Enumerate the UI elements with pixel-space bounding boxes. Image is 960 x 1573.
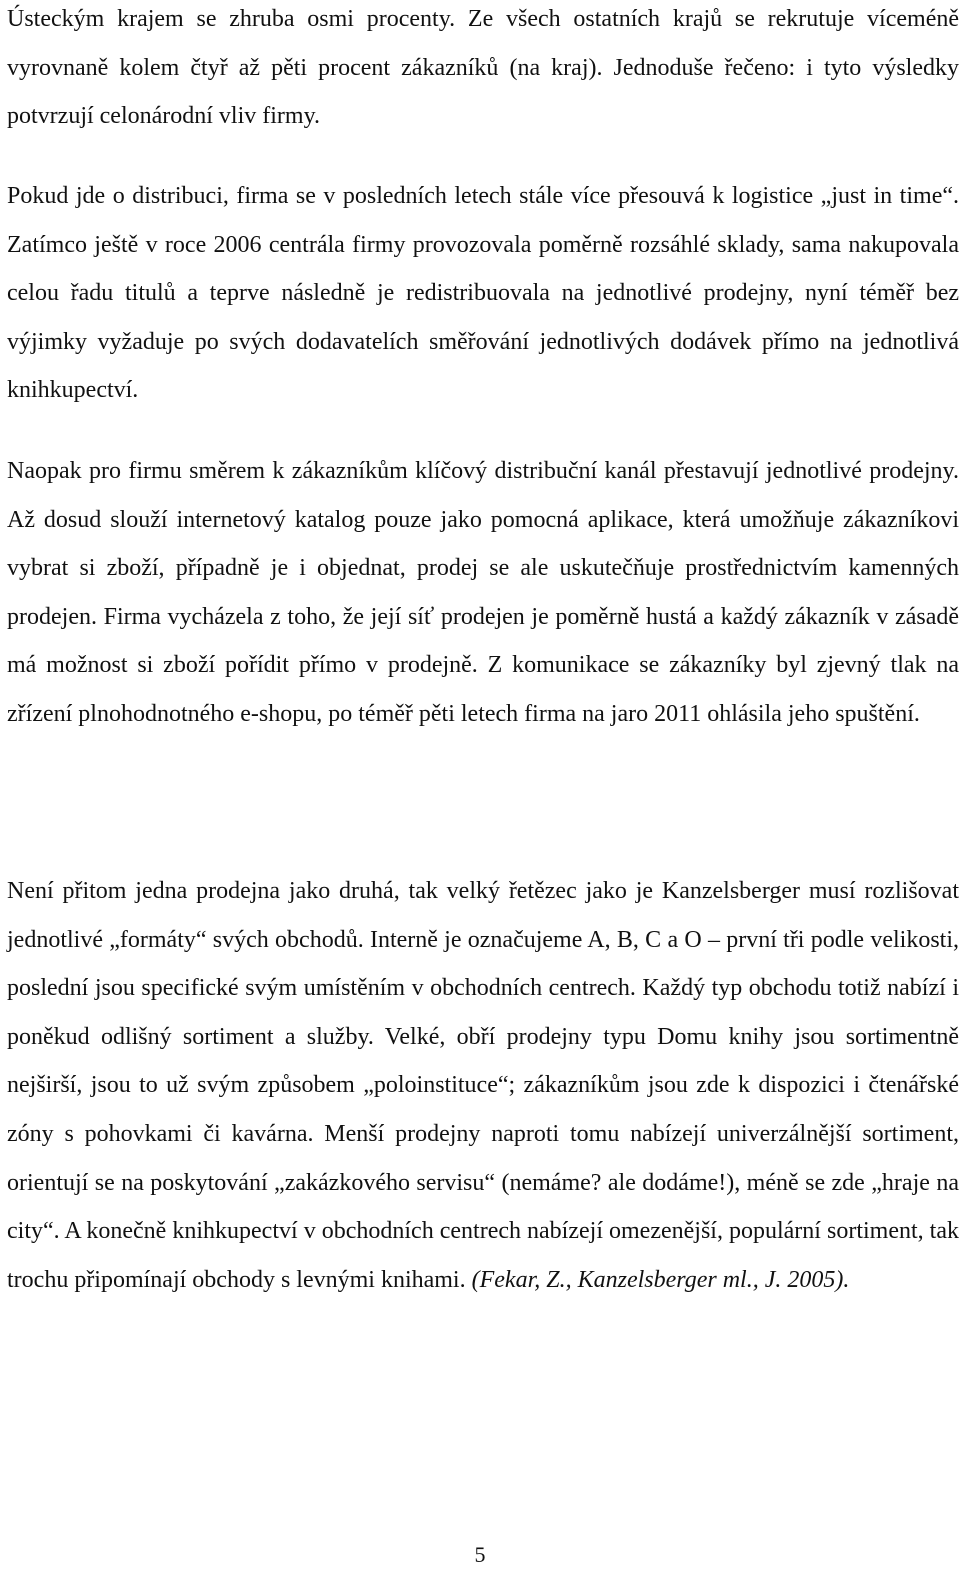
paragraph-store-formats-text: Není přitom jedna prodejna jako druhá, tak velký řetězec jako je Kanzelsberger musí rozlišovat jednotlivé „formáty“ svých obchodů. Interně je označujeme A, B, C a O – první tři podle velikosti, poslední jsou specifické svým umístěním v obchodních centrech. Každý typ obchodu totiž nabízí i poněkud odlišný sortiment a služby. Velké, obří prodejny typu Domu knihy jsou sortimentně nejširší, jsou to už svým způsobem „poloinstituce“; zákazníkům jsou zde k dispozici i čtenářské zóny s pohovkami či kavárna. Menší prodejny naproti tomu nabízejí univerzálnější sortiment, orientují se na poskytování „zakázkového servisu“ (nemáme? ale dodáme!), méně se zde „hraje na city“. A konečně knihkupectví v obchodních centrech nabízejí omezenější, populární sortiment, tak trochu připomínají obchody s levnými knihami. bbox=[7, 878, 959, 1293]
citation: (Fekar, Z., Kanzelsberger ml., J. 2005). bbox=[471, 1266, 850, 1293]
paragraph-regional-customers: Ústeckým krajem se zhruba osmi procenty. Ze všech ostatních krajů se rekrutuje víceméně vyrovnaně kolem čtyř až pěti procent zákazníků (na kraj). Jednoduše řečeno: i tyto výsledky potvrzují celonárodní vliv firmy. bbox=[7, 6, 959, 130]
paragraph-distribution-logistics: Pokud jde o distribuci, firma se v posledních letech stále více přesouvá k logistice „just in time“. Zatímco ještě v roce 2006 centrála firmy provozovala poměrně rozsáhlé sklady, sama nakupovala celou řadu titulů a teprve následně je redistribuovala na jednotlivé prodejny, nyní téměř bez výjimky vyžaduje po svých dodavatelích směřování jednotlivých dodávek přímo na jednotlivá knihkupectví. bbox=[7, 183, 959, 404]
paragraph-store-formats bbox=[7, 867, 959, 1304]
page-number: 5 bbox=[474, 1542, 486, 1567]
paragraph-distribution-channel: Naopak pro firmu směrem k zákazníkům klíčový distribuční kanál přestavují jednotlivé prodejny. Až dosud slouží internetový katalog pouze jako pomocná aplikace, která umožňuje zákazníkovi vybrat si zboží, případně je i objednat, prodej se ale uskutečňuje prostřednictvím kamenných prodejen. Firma vycházela z toho, že její síť prodejen je poměrně hustá a každý zákazník v zásadě má možnost si zboží pořídit přímo v prodejně. Z komunikace se zákazníky byl zjevný tlak na zřízení plnohodnotného e-shopu, po téměř pěti letech firma na jaro 2011 ohlásila jeho spuštění. bbox=[7, 458, 959, 727]
